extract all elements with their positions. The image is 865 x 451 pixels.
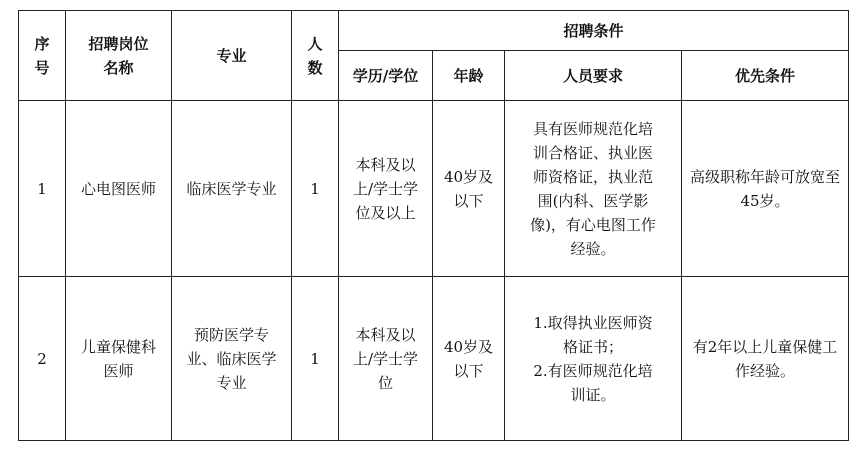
table-row [19, 101, 849, 277]
cell-major: 预防医学专 业、临床医学 专业 [172, 277, 292, 441]
cell-education: 本科及以 上/学士学 位及以上 [339, 101, 433, 277]
cell-age: 40岁及 以下 [433, 101, 505, 277]
cell-index: 1 [19, 101, 66, 277]
cell-index: 2 [19, 277, 66, 441]
header-age: 年龄 [433, 51, 505, 101]
cell-age: 40岁及 以下 [433, 277, 505, 441]
cell-position: 心电图医师 [66, 101, 172, 277]
cell-major: 临床医学专业 [172, 101, 292, 277]
header-education: 学历/学位 [339, 51, 433, 101]
clipped-heading [0, 0, 865, 8]
cell-education: 本科及以 上/学士学 位 [339, 277, 433, 441]
cell-requirements: 1.取得执业医师资 格证书； 2.有医师规范化培 训证。 [505, 277, 682, 441]
header-position: 招聘岗位 名称 [66, 11, 172, 101]
cell-count: 1 [292, 277, 339, 441]
header-count: 人 数 [292, 11, 339, 101]
header-requirements: 人员要求 [505, 51, 682, 101]
header-priority: 优先条件 [682, 51, 849, 101]
recruitment-table [18, 10, 849, 441]
cell-priority: 有2年以上儿童保健工 作经验。 [682, 277, 849, 441]
header-major: 专业 [172, 11, 292, 101]
header-index: 序 号 [19, 11, 66, 101]
table-row [19, 277, 849, 441]
cell-count: 1 [292, 101, 339, 277]
cell-position: 儿童保健科 医师 [66, 277, 172, 441]
header-row-1 [19, 11, 849, 51]
header-conditions: 招聘条件 [339, 11, 849, 51]
cell-requirements: 具有医师规范化培 训合格证、执业医 师资格证，执业范 围(内科、医学影 像)，有心电图工作 经验。 [505, 101, 682, 277]
cell-priority: 高级职称年龄可放宽至 45岁。 [682, 101, 849, 277]
